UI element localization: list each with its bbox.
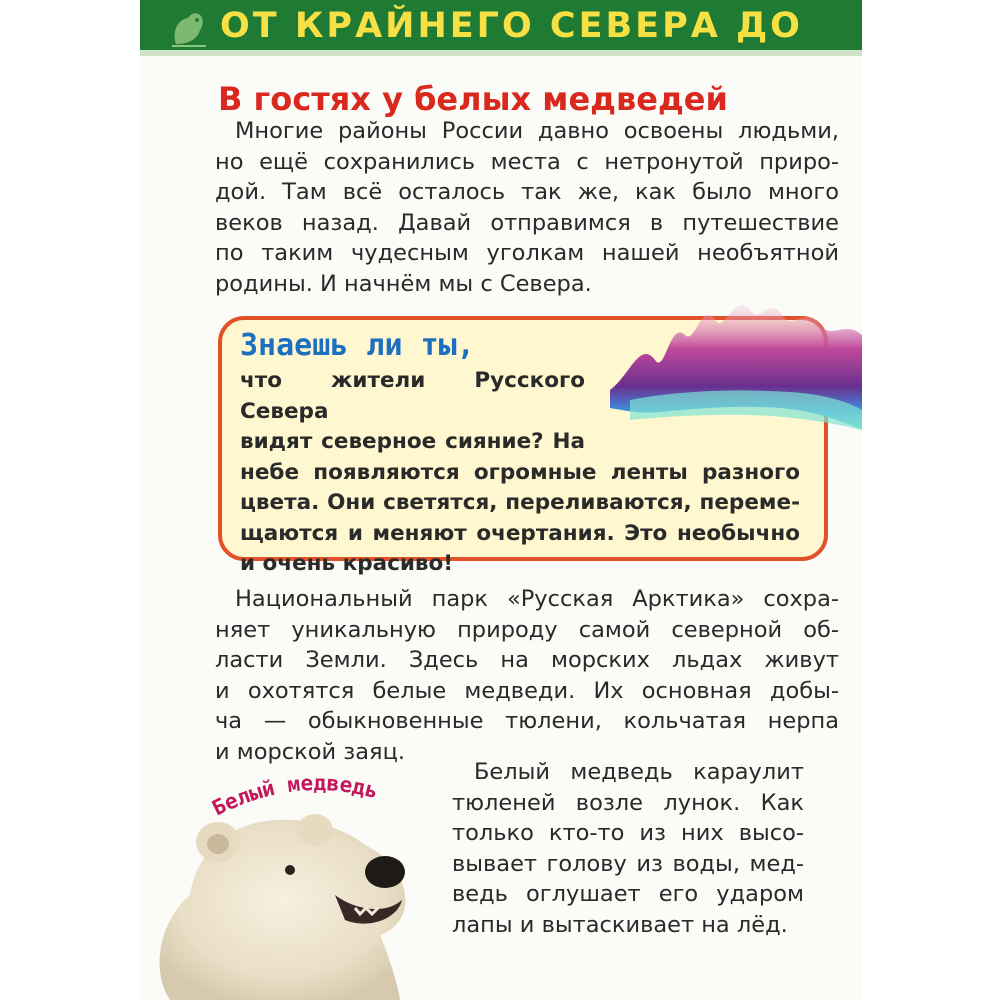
text-line: веков назад. Давай отправимся в путешествие <box>215 209 839 236</box>
page-header <box>140 0 862 54</box>
text-line: что жители Русского Севера <box>240 368 585 424</box>
text-line: лапы и вытаскивает на лёд. <box>452 911 788 938</box>
text-line: цвета. Они светятся, переливаются, переме- <box>240 490 800 515</box>
text-line: дой. Там всё осталось так же, как было много <box>215 179 839 205</box>
text-line: ча — обыкновенные тюлени, кольчатая нерпа <box>215 708 839 734</box>
text-line: и охотятся белые медведи. Их основная добы- <box>215 677 839 704</box>
text-line: щаются и меняют очертания. Это необычно <box>240 520 800 546</box>
text-line: ведь оглушает его ударом <box>452 881 804 907</box>
intro-paragraph <box>215 116 839 299</box>
text-line: родины. И начнём мы с Севера. <box>215 270 592 297</box>
text-line: по таким чудесным уголкам нашей необъятной <box>215 240 839 266</box>
park-paragraph <box>215 584 839 767</box>
fact-box-title: Знаешь ли ты, <box>240 328 475 363</box>
text-line: видят северное сияние? На <box>240 429 585 454</box>
bear-caption-text: Белый медведь <box>208 770 381 821</box>
header-title: ОТ КРАЙНЕГО СЕВЕРА ДО <box>220 6 803 46</box>
text-line: вывает голову из воды, мед- <box>452 850 804 877</box>
book-page <box>140 0 862 1000</box>
text-line: ласти Земли. Здесь на морских льдах живут <box>215 647 839 673</box>
text-line: небе появляются огромные ленты разного <box>240 459 800 485</box>
text-line: тюленей возле лунок. Как <box>452 789 804 816</box>
text-line: Национальный парк «Русская Арктика» сохра- <box>235 586 839 612</box>
text-line: и очень красиво! <box>240 551 454 576</box>
bear-paragraph <box>452 757 804 940</box>
text-line: только кто-то из них высо- <box>452 820 804 846</box>
text-line: Многие районы России давно освоены людьми, <box>235 118 839 144</box>
section-heading: В гостях у белых медведей <box>218 80 728 118</box>
text-line: Белый медведь караулит <box>474 759 804 785</box>
text-line: няет уникальную природу самой северной об- <box>215 616 839 643</box>
header-divider <box>140 50 862 56</box>
fact-box-text <box>240 366 800 580</box>
text-line: но ещё сохранились места с нетронутой приро- <box>215 148 839 175</box>
polar-bear-photo <box>140 800 440 1000</box>
text-line: и морской заяц. <box>215 738 406 765</box>
owl-icon <box>168 8 210 48</box>
